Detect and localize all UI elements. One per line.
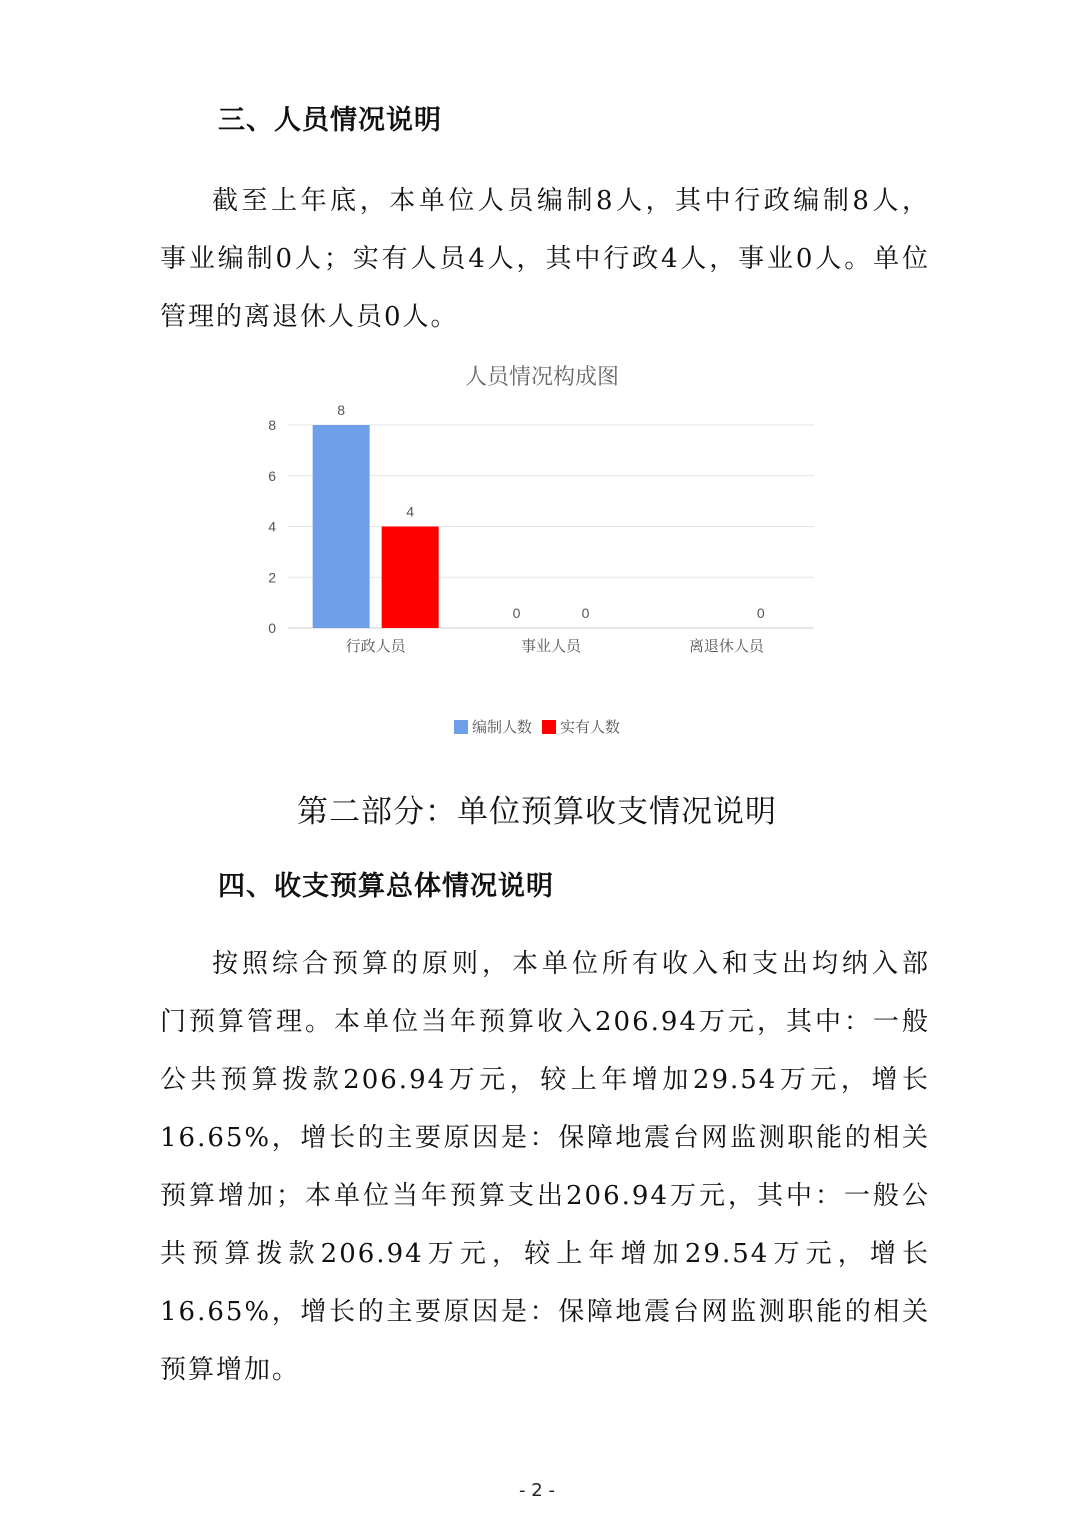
data-label: 0	[581, 605, 590, 621]
section-3-heading: 三、人员情况说明	[218, 105, 442, 136]
paragraph-line: 截至上年底，本单位人员编制8人，其中行政编制8人，	[212, 186, 930, 216]
paragraph-line: 事业编制0人；实有人员4人，其中行政4人，事业0人。单位	[160, 244, 930, 274]
y-tick-label: 2	[268, 569, 276, 586]
paragraph-line: 预算增加；本单位当年预算支出206.94万元，其中：一般公	[160, 1181, 930, 1211]
staffing-bar-chart	[250, 352, 850, 672]
x-tick-label: 事业人员	[520, 638, 582, 655]
part-2-title: 第二部分：单位预算收支情况说明	[297, 794, 777, 830]
paragraph-line: 按照综合预算的原则，本单位所有收入和支出均纳入部	[212, 949, 930, 979]
data-label: 8	[337, 402, 346, 418]
legend-item	[542, 716, 620, 737]
y-tick-label: 6	[268, 467, 276, 484]
x-tick-label: 行政人员	[345, 638, 406, 655]
y-tick-label: 8	[268, 417, 276, 433]
legend-label: 编制人数	[471, 718, 532, 736]
y-tick-label: 0	[268, 620, 276, 636]
paragraph-line: 共预算拨款206.94万元，较上年增加29.54万元，增长	[160, 1239, 930, 1269]
data-label: 0	[512, 605, 521, 621]
chart-legend	[0, 716, 1074, 737]
section-4-heading: 四、收支预算总体情况说明	[218, 871, 554, 902]
paragraph-line: 16.65%，增长的主要原因是：保障地震台网监测职能的相关	[160, 1123, 930, 1153]
y-tick-label: 4	[268, 518, 276, 535]
paragraph-line: 管理的离退休人员0人。	[160, 302, 459, 332]
legend-swatch-red	[542, 720, 556, 734]
bar-blue	[313, 425, 370, 628]
legend-label: 实有人数	[560, 718, 621, 736]
paragraph-line: 公共预算拨款206.94万元，较上年增加29.54万元，增长	[160, 1065, 930, 1095]
staffing-paragraph	[160, 172, 930, 346]
budget-paragraph	[160, 935, 930, 1399]
paragraph-line: 16.65%，增长的主要原因是：保障地震台网监测职能的相关	[160, 1297, 930, 1327]
bar-red	[382, 527, 439, 629]
legend-item	[454, 716, 532, 737]
x-tick-label: 离退休人员	[688, 638, 764, 655]
data-label: 4	[406, 503, 415, 520]
page-number: - 2 -	[519, 1480, 555, 1501]
legend-swatch-blue	[454, 720, 468, 734]
chart-title: 人员情况构成图	[464, 364, 620, 389]
paragraph-line: 门预算管理。本单位当年预算收入206.94万元，其中：一般	[160, 1007, 930, 1037]
paragraph-line: 预算增加。	[160, 1355, 301, 1385]
data-label: 0	[756, 605, 765, 621]
